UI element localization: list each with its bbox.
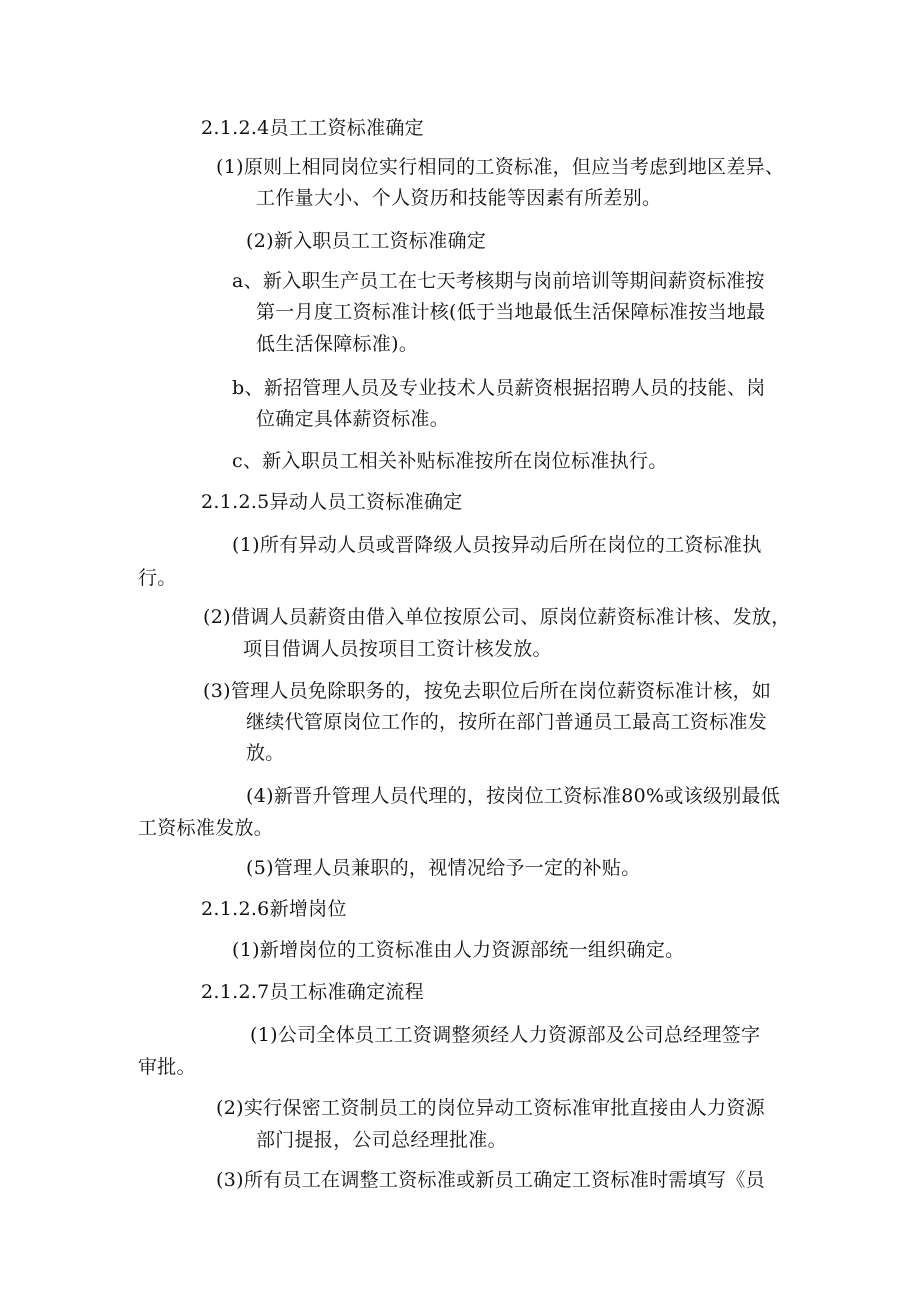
paragraph-line: 项目借调人员按项目工资计核发放。 — [243, 638, 552, 660]
paragraph-line: (1)所有异动人员或晋降级人员按异动后所在岗位的工资标准执 — [232, 534, 762, 556]
paragraph-line: (2)借调人员薪资由借入单位按原公司、原岗位薪资标准计核、发放， — [203, 606, 791, 628]
paragraph-line: (2)实行保密工资制员工的岗位异动工资标准审批直接由人力资源 — [216, 1097, 765, 1119]
paragraph-line: a、新入职生产员工在七天考核期与岗前培训等期间薪资标准按 — [232, 270, 765, 292]
paragraph-line: 工作量大小、个人资历和技能等因素有所差别。 — [256, 187, 662, 209]
paragraph-line: c、新入职员工相关补贴标准按所在岗位标准执行。 — [232, 450, 668, 472]
paragraph-line: b、新招管理人员及专业技术人员薪资根据招聘人员的技能、岗 — [232, 377, 766, 399]
paragraph-line: 低生活保障标准)。 — [256, 333, 419, 355]
paragraph-line: 位确定具体薪资标准。 — [256, 408, 450, 430]
paragraph-line: 部门提报，公司总经理批准。 — [256, 1129, 507, 1151]
paragraph-line: (1)新增岗位的工资标准由人力资源部统一组织确定。 — [232, 939, 685, 961]
paragraph-line: (1)原则上相同岗位实行相同的工资标准，但应当考虑到地区差异、 — [216, 156, 785, 178]
paragraph-line: (5)管理人员兼职的，视情况给予一定的补贴。 — [246, 857, 641, 879]
paragraph-line: 继续代管原岗位工作的，按所在部门普通员工最高工资标准发 — [246, 711, 768, 733]
paragraph-line: 审批。 — [138, 1056, 196, 1078]
paragraph-line: (4)新晋升管理人员代理的，按岗位工资标准80%或该级别最低 — [246, 785, 781, 807]
section-heading-2-1-2-6: 2.1.2.6新增岗位 — [201, 898, 347, 920]
paragraph-line: (3)所有员工在调整工资标准或新员工确定工资标准时需填写《员 — [216, 1169, 765, 1191]
paragraph-line: (3)管理人员免除职务的，按免去职位后所在岗位薪资标准计核，如 — [203, 680, 772, 702]
paragraph-line: 行。 — [138, 567, 177, 589]
paragraph-line: 第一月度工资标准计核(低于当地最低生活保障标准按当地最 — [256, 301, 766, 323]
paragraph-line: 放。 — [246, 742, 285, 764]
paragraph-line: (1)公司全体员工工资调整须经人力资源部及公司总经理签字 — [250, 1024, 761, 1046]
paragraph-line: (2)新入职员工工资标准确定 — [246, 230, 487, 252]
paragraph-line: 工资标准发放。 — [138, 817, 274, 839]
section-heading-2-1-2-5: 2.1.2.5异动人员工资标准确定 — [201, 491, 463, 513]
section-heading-2-1-2-4: 2.1.2.4员工工资标准确定 — [201, 117, 424, 139]
section-heading-2-1-2-7: 2.1.2.7员工标准确定流程 — [201, 981, 424, 1003]
